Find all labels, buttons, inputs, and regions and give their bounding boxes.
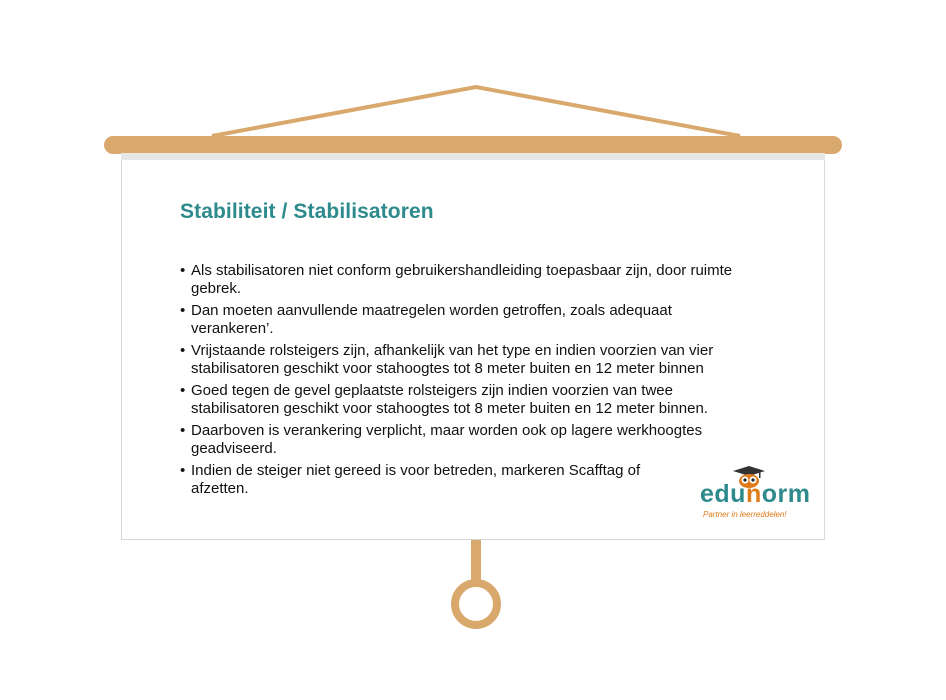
roller-bar [104, 136, 842, 154]
hanger-cord [212, 87, 740, 136]
slide-title: Stabiliteit / Stabilisatoren [180, 200, 434, 223]
edunorm-logo [700, 466, 811, 526]
list-item: • Indien de steiger niet gereed is voor betreden, markeren Scafftag of afzetten. [180, 462, 661, 498]
list-item: • Goed tegen de gevel geplaatste rolsteigers zijn indien voorzien van twee stabilisatoren geschikt voor stahoogtes tot 8 meter buiten en 12 meter binnen. [180, 382, 752, 418]
logo-tagline: Partner in leerreddelen! [703, 510, 787, 519]
list-item: • Daarboven is verankering verplicht, maar worden ook op lagere werkhoogtes geadviseerd. [180, 422, 752, 458]
list-item: • Vrijstaande rolsteigers zijn, afhankelijk van het type en indien voorzien van vier stabilisatoren geschikt voor stahoogtes tot 8 meter buiten en 12 meter binnen [180, 342, 752, 378]
list-item: • Als stabilisatoren niet conform gebruikershandleiding toepasbaar zijn, door ruimte gebrek. [180, 262, 752, 298]
pull-cord [471, 540, 481, 582]
logo-wordmark: edunorm [700, 480, 811, 508]
list-item: • Dan moeten aanvullende maatregelen worden getroffen, zoals adequaat verankeren’. [180, 302, 752, 338]
screen-top-shadow [121, 153, 825, 160]
bullet-list [180, 262, 752, 502]
pull-ring [455, 583, 497, 625]
